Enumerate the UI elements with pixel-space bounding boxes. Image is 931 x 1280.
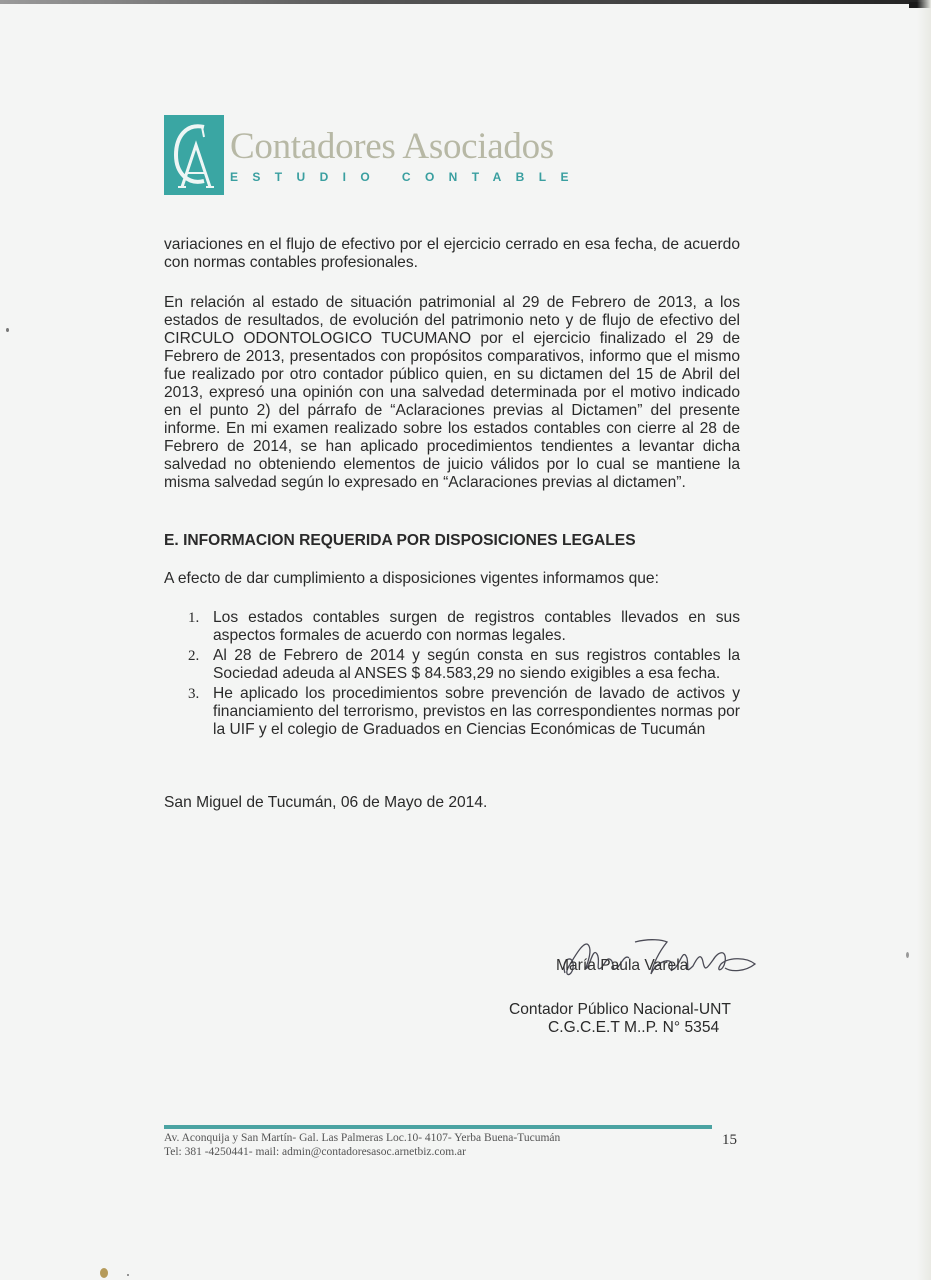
paragraph-cash-flow: variaciones en el flujo de efectivo por el ejercicio cerrado en esa fecha, de acuerdo con normas contables profesionales. <box>164 236 740 271</box>
legal-info-list <box>164 609 740 741</box>
list-item-number: 2. <box>188 648 200 664</box>
place-and-date: San Miguel de Tucumán, 06 de Mayo de 2014. <box>164 794 488 811</box>
scan-speck <box>906 952 909 958</box>
list-item-number: 3. <box>188 686 200 702</box>
signatory-registration: C.G.C.E.T M..P. N° 5354 <box>548 1019 720 1036</box>
scan-speck <box>127 1274 129 1276</box>
list-item-text: He aplicado los procedimientos sobre prevención de lavado de activos y financiamiento del terrorismo, previstos en las correspondientes normas por la UIF y el colegio de Graduados en Ciencias Económicas de Tucumán <box>213 685 740 738</box>
section-heading: E. INFORMACION REQUERIDA POR DISPOSICIONES LEGALES <box>164 532 636 549</box>
list-item <box>164 647 740 683</box>
footer-phone-email: Tel: 381 -4250441- mail: admin@contadoresasoc.arnetbiz.com.ar <box>164 1146 466 1158</box>
footer-contact-block <box>164 1131 560 1159</box>
paragraph-comparative-statements: En relación al estado de situación patrimonial al 29 de Febrero de 2013, a los estados de resultados, de evolución del patrimonio neto y de flujo de efectivo del CIRCULO ODONTOLOGICO TUCUMANO por el ejercicio finalizado el 29 de Febrero de 2013, presentados con propósitos comparativos, informo que el mismo fue realizado por otro contador público quien, en su dictamen del 15 de Abril del 2013, expresó una opinión con una salvedad determinada por el motivo indicado en el punto 2) del párrafo de “Aclaraciones previas al Dictamen” del presente informe. En mi examen realizado sobre los estados contables con cierre al 28 de Febrero de 2014, se han aplicado procedimientos tendientes a levantar dicha salvedad no obteniendo elementos de juicio válidos por lo cual se mantiene la misma salvedad según lo expresado en “Aclaraciones previas al dictamen”. <box>164 294 740 491</box>
scan-top-edge <box>0 0 931 4</box>
scan-right-shade <box>917 0 931 1280</box>
scan-speck <box>6 328 9 332</box>
list-item <box>164 685 740 739</box>
scan-speck <box>100 1268 108 1278</box>
section-intro: A efecto de dar cumplimiento a disposiciones vigentes informamos que: <box>164 570 659 587</box>
monogram-icon <box>164 115 224 195</box>
company-name: Contadores Asociados <box>230 126 554 167</box>
list-item-number: 1. <box>188 610 200 626</box>
letterhead-logo <box>164 115 583 195</box>
footer-address: Av. Aconquija y San Martín- Gal. Las Palmeras Loc.10- 4107- Yerba Buena-Tucumán <box>164 1132 561 1144</box>
footer-divider <box>164 1125 712 1129</box>
list-item-text: Los estados contables surgen de registros contables llevados en sus aspectos formales de acuerdo con normas legales. <box>213 609 740 644</box>
list-item <box>164 609 740 645</box>
company-subtitle: ESTUDIO CONTABLE <box>230 170 583 184</box>
page-number: 15 <box>722 1132 737 1148</box>
signatory-name: María Paula Varela <box>556 957 689 974</box>
letterhead-text <box>230 115 583 184</box>
list-item-text: Al 28 de Febrero de 2014 y según consta en sus registros contables la Sociedad adeuda al ANSES $ 84.583,29 no siendo exigibles a esa fecha. <box>213 647 740 682</box>
signatory-title: Contador Público Nacional-UNT <box>509 1001 731 1018</box>
